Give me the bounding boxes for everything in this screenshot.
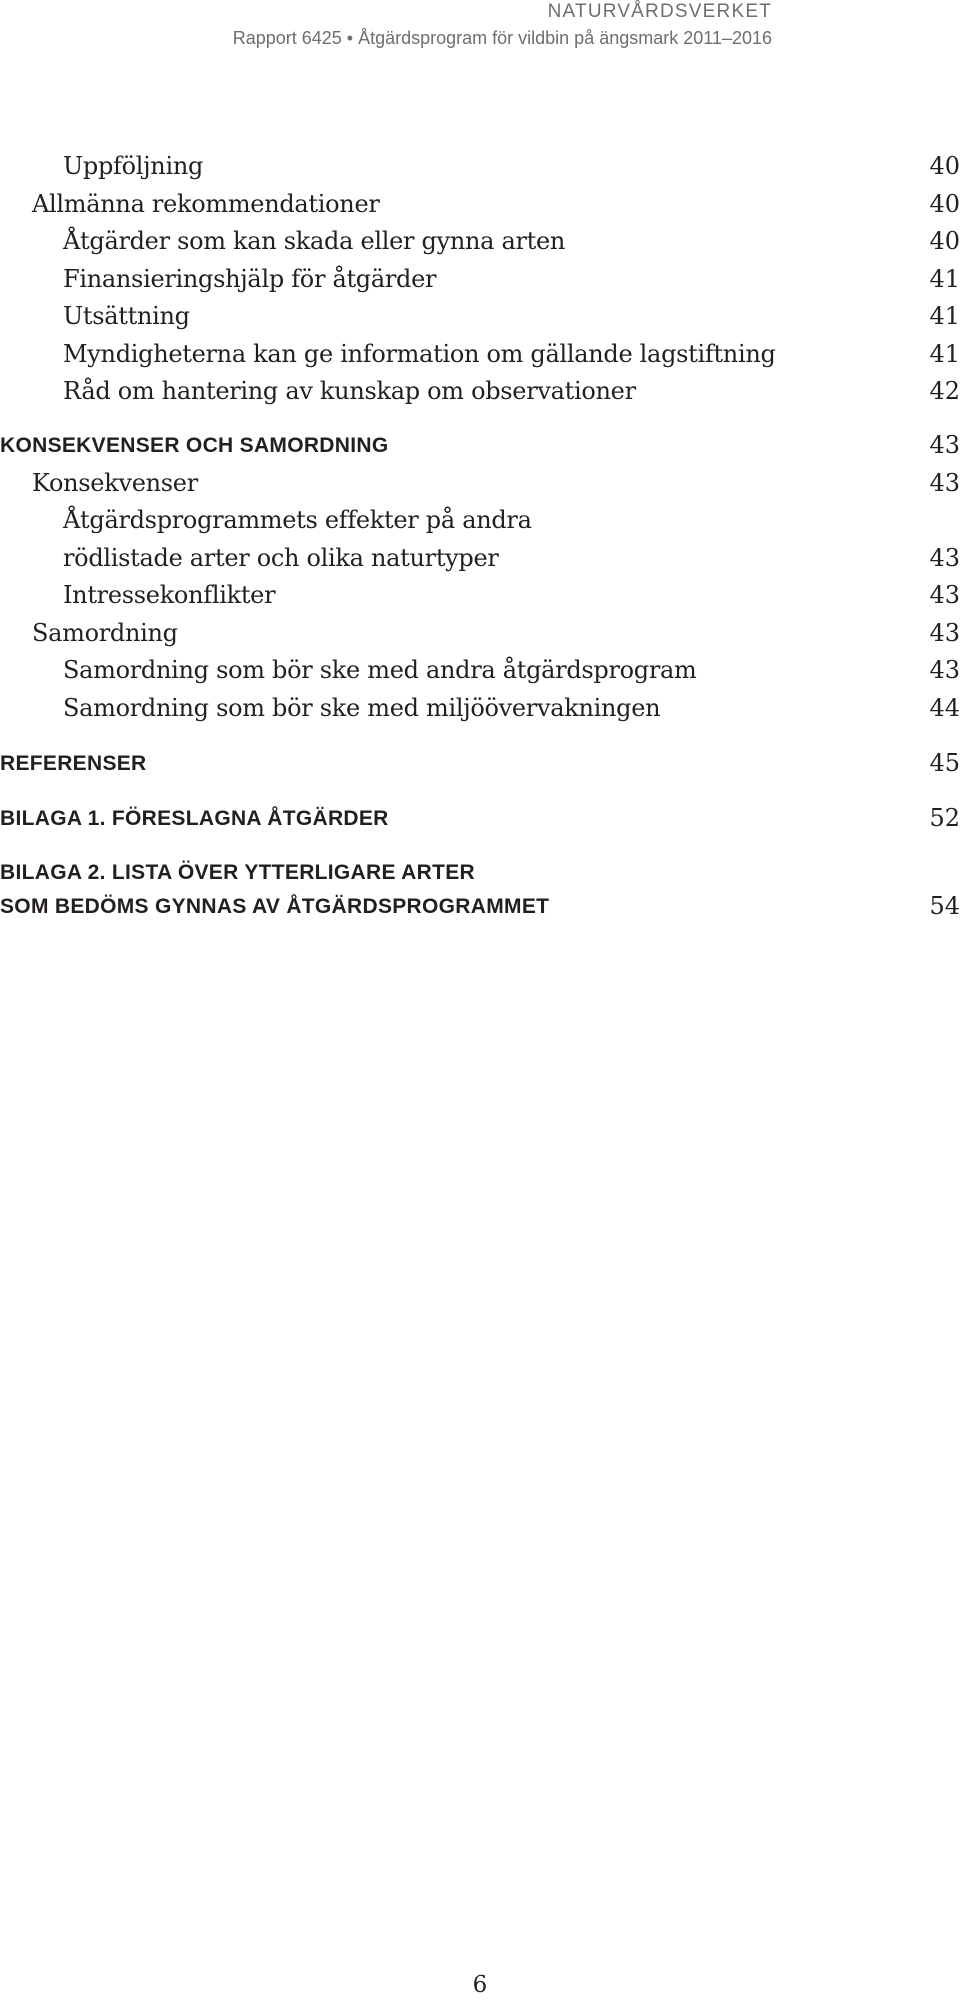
toc-entry[interactable] [0, 186, 960, 226]
toc-entry-title: Råd om hantering av kunskap om observationer [63, 377, 636, 405]
toc-entry[interactable] [0, 652, 960, 692]
toc-entry-title: Uppföljning [63, 152, 204, 180]
toc-entry-page: 52 [929, 804, 960, 832]
toc-entry-title: REFERENSER [0, 752, 147, 775]
toc-entry-title: Finansieringshjälp för åtgärder [63, 265, 437, 293]
toc-entry-page: 40 [929, 227, 960, 255]
toc-entry-title: Myndigheterna kan ge information om gällande lagstiftning [63, 340, 776, 368]
toc-entry-page: 42 [929, 377, 960, 405]
toc-entry[interactable] [0, 298, 960, 338]
page-number: 6 [472, 1972, 488, 1998]
toc-entry-page: 44 [929, 694, 960, 722]
report-title: Rapport 6425 • Åtgärdsprogram för vildbin på ängsmark 2011–2016 [232, 28, 772, 48]
toc-entry-page: 43 [929, 544, 960, 572]
toc-entry-page: 41 [929, 340, 960, 368]
toc-entry-title: Samordning [32, 619, 178, 647]
toc-entry-page: 43 [929, 619, 960, 647]
toc-entry-page: 43 [929, 581, 960, 609]
toc-entry-title: Konsekvenser [32, 469, 198, 497]
toc-entry-title: Samordning som bör ske med miljöövervakningen [63, 694, 661, 722]
toc-entry-page: 43 [929, 469, 960, 497]
toc-entry-page: 43 [929, 431, 960, 459]
toc-entry[interactable] [0, 577, 960, 617]
toc-entry-title: BILAGA 1. FÖRESLAGNA ÅTGÄRDER [0, 807, 389, 830]
toc-entry-page: 45 [929, 749, 960, 777]
toc-entry-page: 41 [929, 265, 960, 293]
toc-section-heading[interactable] [0, 800, 960, 840]
toc-section-heading[interactable] [0, 888, 960, 928]
toc-entry-title: Intressekonflikter [63, 581, 276, 609]
toc-entry[interactable] [0, 223, 960, 263]
toc-entry-page: 54 [929, 892, 960, 920]
toc-entry[interactable] [0, 336, 960, 376]
toc-entry[interactable] [0, 615, 960, 655]
toc-entry[interactable] [0, 465, 960, 505]
toc-section-heading[interactable] [0, 427, 960, 467]
toc-entry-title: Allmänna rekommendationer [32, 190, 380, 218]
publisher-name: NATURVÅRDSVERKET [547, 1, 772, 22]
toc-entry-page: 41 [929, 302, 960, 330]
toc-entry-page: 40 [929, 190, 960, 218]
toc-section-heading[interactable] [0, 745, 960, 785]
toc-entry-title: Samordning som bör ske med andra åtgärdsprogram [63, 656, 697, 684]
toc-entry-title: Utsättning [63, 302, 190, 330]
toc-entry-title: Åtgärder som kan skada eller gynna arten [63, 227, 566, 255]
toc-entry[interactable] [0, 690, 960, 730]
toc-entry-title: SOM BEDÖMS GYNNAS AV ÅTGÄRDSPROGRAMMET [0, 895, 550, 918]
toc-entry-title: KONSEKVENSER OCH SAMORDNING [0, 434, 389, 457]
toc-entry[interactable] [0, 373, 960, 413]
toc-entry[interactable] [0, 502, 960, 542]
toc-entry-page: 40 [929, 152, 960, 180]
toc-entry-title: Åtgärdsprogrammets effekter på andra [63, 506, 532, 534]
toc-entry[interactable] [0, 148, 960, 188]
toc-entry[interactable] [0, 540, 960, 580]
toc-entry-title: BILAGA 2. LISTA ÖVER YTTERLIGARE ARTER [0, 861, 475, 884]
toc-entry-page: 43 [929, 656, 960, 684]
toc-entry[interactable] [0, 261, 960, 301]
running-header [233, 0, 772, 50]
toc-entry-title: rödlistade arter och olika naturtyper [63, 544, 499, 572]
